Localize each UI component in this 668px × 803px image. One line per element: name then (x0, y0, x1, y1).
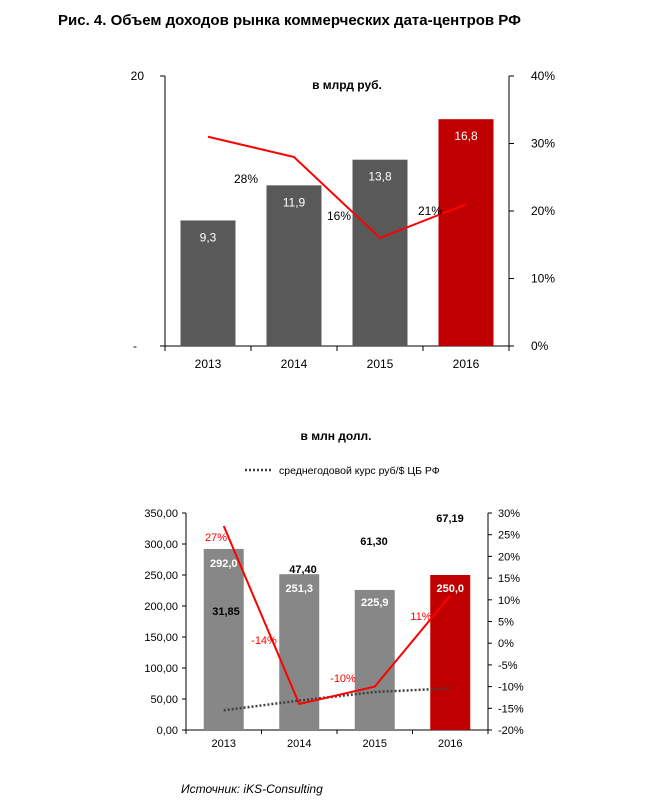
x-tick-label: 2015 (366, 357, 394, 371)
growth-data-label: 27% (204, 532, 228, 544)
y-tick-label-right: 15% (498, 573, 521, 586)
chart-title: в млрд руб. (312, 78, 382, 92)
bar-data-label: 13,8 (368, 169, 392, 184)
bar-data-label: 292,0 (209, 558, 238, 570)
y-tick-label-right: 5% (498, 616, 514, 629)
bar (355, 590, 395, 730)
growth-data-label: -14% (251, 635, 277, 647)
bar-data-label: 9,3 (199, 230, 217, 245)
exchange-rate-line (224, 688, 451, 710)
y-tick-label-left: 50,00 (150, 694, 178, 706)
chart-title: в млн долл. (300, 429, 372, 443)
growth-data-label: 28% (233, 172, 259, 186)
chart-usd (0, 420, 668, 760)
x-tick-label: 2016 (438, 738, 463, 750)
bar (353, 160, 408, 346)
growth-data-label: 16% (326, 209, 352, 223)
y-tick-label-right: 25% (498, 529, 521, 542)
growth-data-label: -10% (330, 673, 356, 685)
exchange-rate-data-label: 31,85 (212, 606, 240, 618)
bar-data-label: 16,8 (454, 129, 478, 144)
bar (279, 574, 319, 730)
x-tick-label: 2015 (362, 738, 387, 750)
y-tick-label-right: 0% (531, 339, 549, 353)
legend-label: среднегодовой курс руб/$ ЦБ РФ (279, 465, 440, 477)
y-tick-label-left: 300,00 (144, 539, 178, 551)
y-tick-label-right: 20% (531, 204, 556, 218)
bar-data-label: 251,3 (285, 583, 314, 595)
growth-data-label: 21% (417, 204, 443, 218)
y-tick-label-right: 10% (498, 594, 521, 607)
source-note: Источник: iKS-Consulting (181, 782, 323, 796)
y-tick-label-left: - (133, 339, 137, 353)
exchange-rate-data-label: 47,40 (289, 564, 317, 576)
x-tick-label: 2013 (194, 357, 222, 371)
y-tick-label-left: 20 (130, 69, 144, 83)
bar (439, 119, 494, 346)
y-tick-label-right: 30% (498, 508, 521, 520)
y-tick-label-left: 150,00 (144, 632, 178, 644)
bar-data-label: 11,9 (282, 195, 306, 210)
y-tick-label-left: 350,00 (144, 508, 178, 520)
y-tick-label-left: 250,00 (144, 570, 178, 582)
y-tick-label-right: -15% (498, 703, 524, 716)
exchange-rate-data-label: 61,30 (360, 536, 388, 548)
bar-data-label: 225,9 (360, 597, 389, 609)
y-tick-label-right: 20% (498, 551, 521, 564)
y-tick-label-right: 40% (531, 69, 556, 83)
y-tick-label-right: -10% (498, 681, 524, 694)
y-tick-label-right: -20% (498, 725, 524, 737)
x-tick-label: 2014 (287, 738, 312, 750)
bar-data-label: 250,0 (436, 583, 465, 595)
bar (267, 185, 322, 346)
y-tick-label-right: 10% (531, 271, 556, 286)
y-tick-label-right: -5% (498, 659, 518, 672)
figure-title: Рис. 4. Объем доходов рынка коммерческих дата-центров РФ (58, 12, 521, 29)
exchange-rate-data-label: 67,19 (436, 513, 464, 525)
y-tick-label-left: 200,00 (144, 601, 178, 613)
chart-rub (0, 60, 668, 390)
y-tick-label-right: 0% (498, 638, 514, 651)
y-tick-label-right: 30% (531, 136, 556, 151)
bar (430, 575, 470, 730)
y-tick-label-left: 100,00 (144, 663, 178, 675)
x-tick-label: 2016 (452, 357, 480, 371)
x-tick-label: 2014 (280, 357, 308, 371)
growth-data-label: 11% (410, 611, 432, 623)
y-tick-label-left: 0,00 (156, 725, 178, 737)
x-tick-label: 2013 (211, 738, 236, 750)
bar (204, 549, 244, 730)
